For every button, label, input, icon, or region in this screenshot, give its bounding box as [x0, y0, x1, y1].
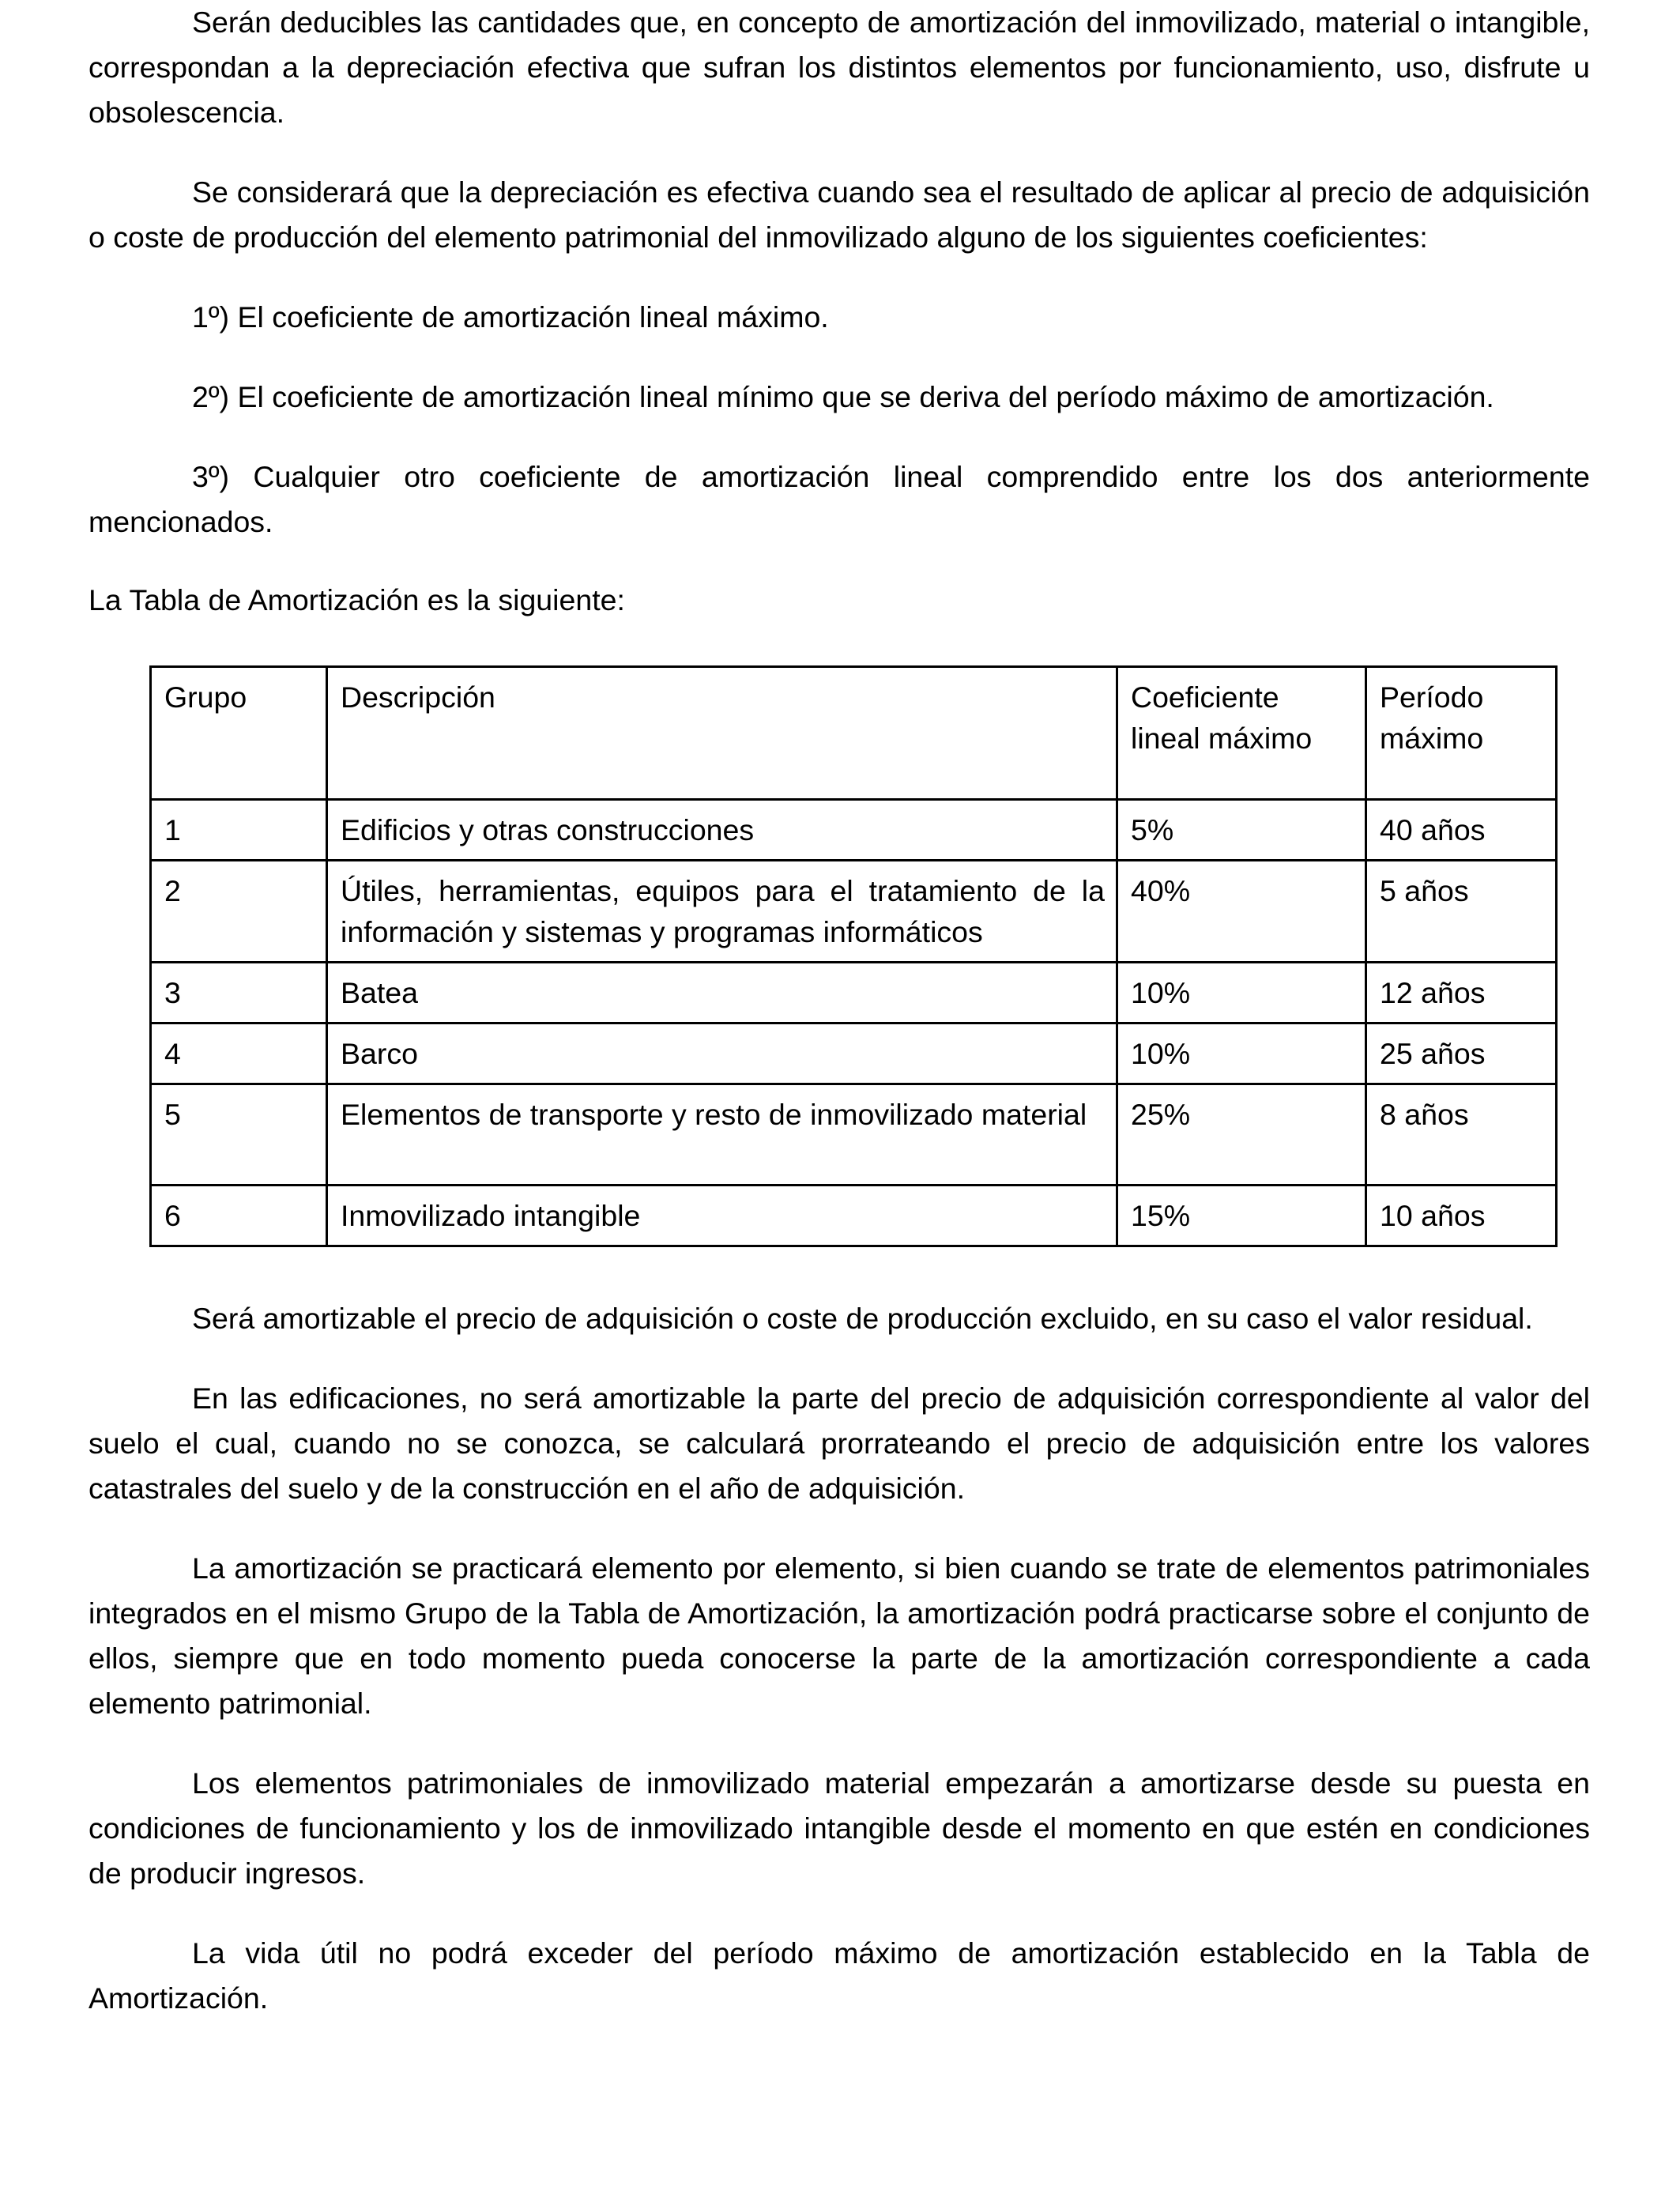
table-intro-text: La Tabla de Amortización es la siguiente: [89, 583, 625, 616]
value-descripcion: Barco [341, 1037, 418, 1070]
value-grupo: 4 [164, 1037, 181, 1070]
paragraph-se-considerara: Se considerará que la depreciación es efectiva cuando sea el resultado de aplicar al precio de adquisición o coste de producción del elemento patrimonial del inmovilizado alguno de los siguientes coeficientes: [89, 175, 1590, 254]
header-cell-periodo [1366, 667, 1557, 800]
amortization-table [149, 665, 1558, 1247]
header-label-descripcion: Descripción [341, 680, 495, 714]
header-cell-grupo [151, 667, 327, 800]
cell-periodo [1366, 963, 1557, 1023]
spacer [89, 420, 1590, 454]
cell-coeficiente [1117, 1084, 1366, 1186]
value-coeficiente: 25% [1131, 1098, 1191, 1131]
cell-grupo [151, 800, 327, 861]
cell-grupo [151, 861, 327, 963]
paragraph-la-vida-util: La vida útil no podrá exceder del período máximo de amortización establecido en la Tabla de Amortización. [89, 1936, 1590, 2015]
cell-coeficiente [1117, 800, 1366, 861]
cell-grupo [151, 1186, 327, 1246]
cell-descripcion [327, 1023, 1117, 1084]
value-descripcion: Inmovilizado intangible [341, 1199, 641, 1232]
value-coeficiente: 15% [1131, 1199, 1191, 1232]
cell-periodo [1366, 861, 1557, 963]
value-grupo: 3 [164, 976, 181, 1009]
paragraph-sera-amortizable: Será amortizable el precio de adquisición o coste de producción excluido, en su caso el valor residual. [192, 1302, 1533, 1335]
header-cell-descripcion [327, 667, 1117, 800]
cell-grupo [151, 1084, 327, 1186]
value-coeficiente: 10% [1131, 1037, 1191, 1070]
value-grupo: 2 [164, 874, 181, 907]
spacer [89, 1726, 1590, 1761]
cell-periodo [1366, 1186, 1557, 1246]
value-periodo: 40 años [1380, 813, 1486, 846]
value-periodo: 25 años [1380, 1037, 1486, 1070]
header-cell-coeficiente [1117, 667, 1366, 800]
header-label-periodo: Período máximo [1380, 680, 1484, 755]
cell-coeficiente [1117, 963, 1366, 1023]
cell-coeficiente [1117, 1023, 1366, 1084]
paragraph-coeficiente-maximo: 1º) El coeficiente de amortización lineal máximo. [192, 300, 829, 334]
cell-descripcion [327, 963, 1117, 1023]
cell-grupo [151, 963, 327, 1023]
value-coeficiente: 40% [1131, 874, 1191, 907]
table-row [151, 800, 1557, 861]
paragraph-serian-deducibles: Serán deducibles las cantidades que, en concepto de amortización del inmovilizado, material o intangible, correspondan a la depreciación efectiva que sufran los distintos elementos por funcionamiento, uso, disfrute u obsolescencia. [89, 6, 1590, 129]
spacer [89, 260, 1590, 295]
table-header-row [151, 667, 1557, 800]
value-descripcion: Elementos de transporte y resto de inmovilizado material [341, 1098, 1087, 1131]
paragraph-en-las-edificaciones: En las edificaciones, no será amortizable la parte del precio de adquisición correspondiente al valor del suelo el cual, cuando no se conozca, se calculará prorrateando el precio de adquisición entre los valores catastrales del suelo y de la construcción en el año de adquisición. [89, 1382, 1590, 1505]
table-row [151, 1023, 1557, 1084]
cell-periodo [1366, 1023, 1557, 1084]
cell-periodo [1366, 1084, 1557, 1186]
spacer [89, 135, 1590, 170]
spacer [89, 340, 1590, 375]
spacer [89, 1511, 1590, 1546]
cell-descripcion [327, 861, 1117, 963]
spacer [89, 1341, 1590, 1376]
value-coeficiente: 5% [1131, 813, 1174, 846]
table-row [151, 963, 1557, 1023]
spacer [89, 623, 1590, 665]
table-row [151, 1186, 1557, 1246]
cell-grupo [151, 1023, 327, 1084]
cell-coeficiente [1117, 1186, 1366, 1246]
value-descripcion: Edificios y otras construcciones [341, 813, 755, 846]
value-grupo: 1 [164, 813, 181, 846]
document-body [89, 0, 1590, 2021]
value-descripcion: Batea [341, 976, 418, 1009]
header-label-coeficiente: Coeficiente lineal máximo [1131, 680, 1313, 755]
value-periodo: 10 años [1380, 1199, 1486, 1232]
spacer [89, 545, 1590, 578]
cell-descripcion [327, 800, 1117, 861]
header-label-grupo: Grupo [164, 680, 247, 714]
value-periodo: 5 años [1380, 874, 1469, 907]
cell-descripcion [327, 1084, 1117, 1186]
value-coeficiente: 10% [1131, 976, 1191, 1009]
value-descripcion: Útiles, herramientas, equipos para el tratamiento de la información y sistemas y programas informáticos [341, 874, 1105, 948]
cell-coeficiente [1117, 861, 1366, 963]
value-grupo: 5 [164, 1098, 181, 1131]
amortization-table-wrapper [149, 665, 1555, 1247]
spacer [89, 1247, 1590, 1296]
paragraph-cualquier-otro-coeficiente: 3º) Cualquier otro coeficiente de amortización lineal comprendido entre los dos anteriormente mencionados. [89, 460, 1590, 538]
paragraph-coeficiente-minimo: 2º) El coeficiente de amortización lineal mínimo que se deriva del período máximo de amortización. [192, 380, 1494, 413]
table-row [151, 861, 1557, 963]
paragraph-los-elementos-patrimoniales: Los elementos patrimoniales de inmovilizado material empezarán a amortizarse desde su puesta en condiciones de funcionamiento y los de inmovilizado intangible desde el momento en que estén en condiciones de producir ingresos. [89, 1766, 1590, 1890]
spacer [89, 1896, 1590, 1931]
value-grupo: 6 [164, 1199, 181, 1232]
paragraph-la-amortizacion-se-practicara: La amortización se practicará elemento por elemento, si bien cuando se trate de elementos patrimoniales integrados en el mismo Grupo de la Tabla de Amortización, la amortización podrá practicarse sobre el conjunto de ellos, siempre que en todo momento pueda conocerse la parte de la amortización correspondiente a cada elemento patrimonial. [89, 1551, 1590, 1720]
cell-descripcion [327, 1186, 1117, 1246]
value-periodo: 12 años [1380, 976, 1486, 1009]
cell-periodo [1366, 800, 1557, 861]
table-row [151, 1084, 1557, 1186]
value-periodo: 8 años [1380, 1098, 1469, 1131]
